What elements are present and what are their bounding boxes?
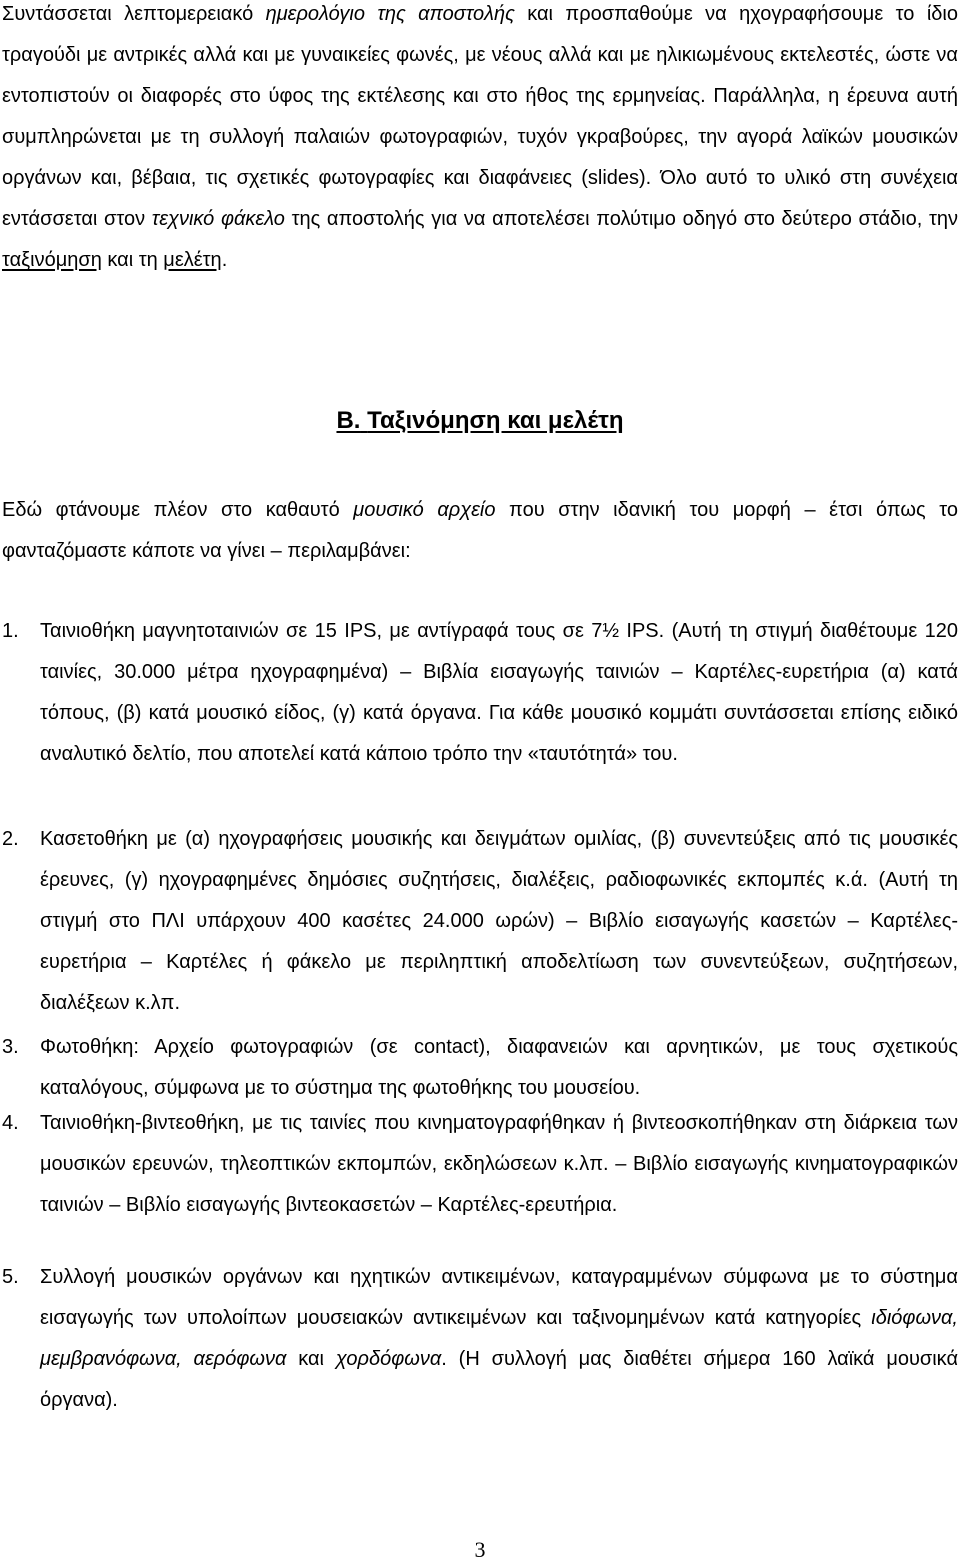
list-item-text: Φωτοθήκη: Αρχείο φωτογραφιών (σε contact), διαφανειών και αρνητικών, με τους σχετικούς καταλόγους, σύμφωνα με το σύστημα της φωτοθήκης του μουσείου.: [40, 1036, 958, 1099]
text-run: της αποστολής για να αποτελέσει πολύτιμο οδηγό στο δεύτερο στάδιο, την: [284, 208, 958, 230]
section-title: Ταξινόμηση και μελέτη: [367, 407, 624, 434]
archive-list: [0, 611, 960, 1411]
list-item: [0, 819, 960, 1027]
text-run: και τη: [101, 249, 164, 271]
list-number: 5.: [2, 1266, 19, 1288]
page-number: 3: [474, 1537, 486, 1562]
list-number: 4.: [2, 1112, 19, 1134]
text-run: που στην ιδανική του μορφή – έτσι όπως το φανταζόμαστε κάποτε να γίνει – περιλαμβάνει:: [2, 499, 958, 562]
text-run: . (Η συλλογή μας διαθέτει σήμερα 160 λαϊκά μουσικά όργανα).: [40, 1348, 959, 1411]
list-number: 3.: [2, 1036, 19, 1058]
italic-term: χορδόφωνα: [335, 1348, 442, 1370]
text-run: .: [221, 249, 228, 271]
list-item: [0, 611, 960, 819]
list-item-text: Κασετοθήκη με (α) ηχογραφήσεις μουσικής και δειγμάτων ομιλίας, (β) συνεντεύξεις από τις μουσικές έρευνες, (γ) ηχογραφημένες δημόσιες συζητήσεις, διαλέξεις, ραδιοφωνικές εκπομπές κ.ά. (Αυτή τη στιγμή στο ΠΛΙ υπάρχουν 400 κασέτες 24.000 ωρών) – Βιβλίο εισαγωγής κασετών – Καρτέλες-ευρετήρια – Καρτέλες ή φάκελο με περιληπτική αποδελτίωση των συνεντεύξεων, συζητήσεων, διαλέξεων κ.λπ.: [40, 828, 958, 1014]
list-item-text: Ταινιοθήκη μαγνητοταινιών σε 15 IPS, με αντίγραφά τους σε 7½ IPS. (Αυτή τη στιγμή διαθέτουμε 120 ταινίες, 30.000 μέτρα ηχογραφημένα) – Βιβλία εισαγωγής ταινιών – Καρτέλες-ευρετήρια (α) κατά τόπους, (β) κατά μουσικό είδος, (γ) κατά όργανα. Για κάθε μουσικό κομμάτι συντάσσεται επίσης ειδικό αναλυτικό δελτίο, που αποτελεί κατά κάποιο τρόπο την «ταυτότητά» του.: [40, 620, 958, 765]
list-number: 1.: [2, 620, 19, 642]
text-run: Εδώ φτάνουμε πλέον στο καθαυτό: [2, 499, 354, 521]
list-item: [0, 1257, 960, 1411]
italic-term: τεχνικό φάκελο: [151, 208, 285, 230]
italic-term: ημερολόγιο της αποστολής: [265, 3, 515, 25]
text-run: και: [286, 1348, 336, 1370]
section-letter: B.: [336, 407, 361, 434]
section-intro-paragraph: [2, 490, 958, 572]
italic-term: ιδιόφωνα, μεμβρανόφωνα, αερόφωνα: [40, 1307, 958, 1370]
list-item-text: [40, 1257, 958, 1421]
list-number: 2.: [2, 828, 19, 850]
section-heading: [0, 401, 960, 441]
text-run: Συντάσσεται λεπτομερειακό: [2, 3, 266, 25]
text-run: Συλλογή μουσικών οργάνων και ηχητικών αντικειμένων, καταγραμμένων σύμφωνα με το σύστημα εισαγωγής των υπολοίπων μουσειακών αντικειμένων και ταξινομημένων κατά κατηγορίες: [40, 1266, 958, 1329]
list-item-text: Ταινιοθήκη-βιντεοθήκη, με τις ταινίες που κινηματογραφήθηκαν ή βιντεοσκοπήθηκαν στη διάρκεια των μουσικών ερευνών, τηλεοπτικών εκπομπών, εκδηλώσεων κ.λπ. – Βιβλίο εισαγωγής κινηματογραφικών ταινιών – Βιβλίο εισαγωγής βιντεοκασετών – Καρτέλες-ερευτήρια.: [40, 1112, 958, 1216]
underlined-term: μελέτη: [163, 249, 222, 271]
text-run: και προσπαθούμε να ηχογραφήσουμε το ίδιο τραγούδι με αντρικές αλλά και με γυναικείες φωνές, με νέους αλλά και με ηλικιωμένους εκτελεστές, ώστε να εντοπιστούν οι διαφορές στο ύφος της εκτέλεσης και στο ήθος της ερμηνείας. Παράλληλα, η έρευνα αυτή συμπληρώνεται με τη συλλογή παλαιών φωτογραφιών, τυχόν γκραβούρες, την αγορά λαϊκών μουσικών οργάνων και, βέβαια, τις σχετικές φωτογραφίες και διαφάνειες (slides). Όλο αυτό το υλικό στη συνέχεια εντάσσεται στον: [2, 3, 958, 230]
list-item: [0, 1103, 960, 1257]
italic-term: μουσικό αρχείο: [353, 499, 496, 521]
underlined-term: ταξινόμηση: [2, 249, 102, 271]
intro-paragraph: [2, 0, 958, 281]
list-item: [0, 1027, 960, 1103]
